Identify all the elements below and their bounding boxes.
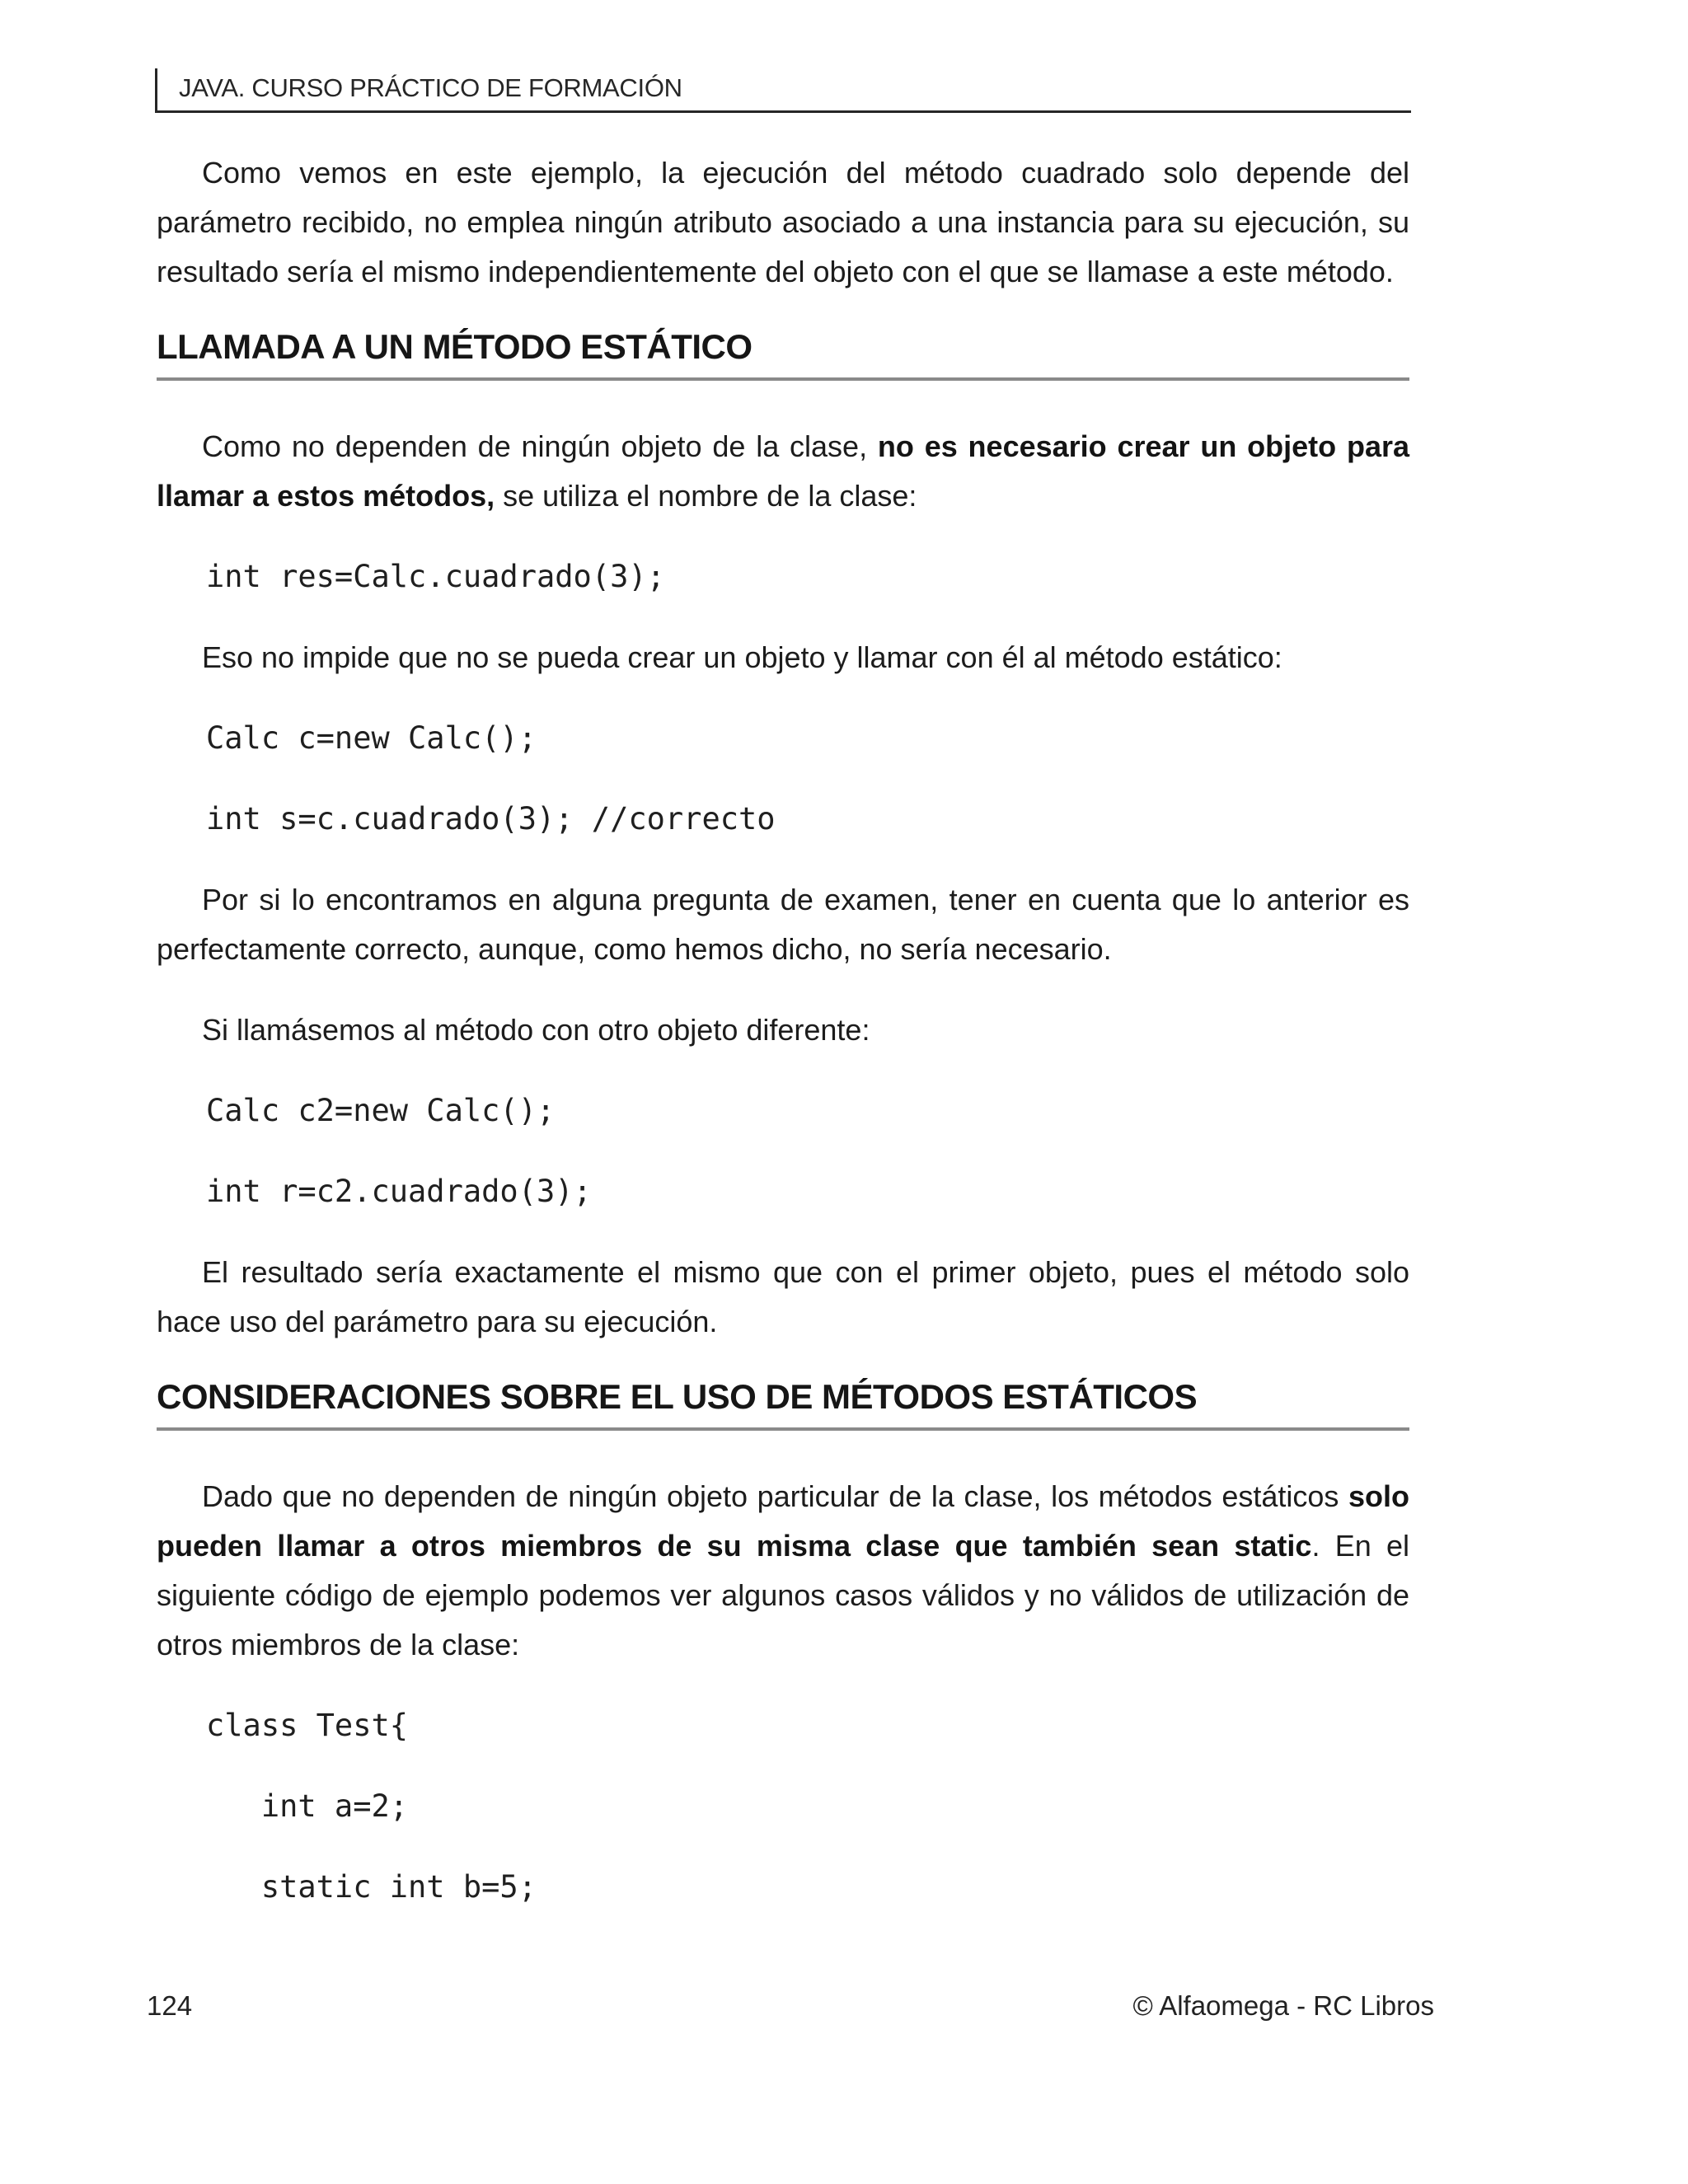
paragraph-eso-no-impide: Eso no impide que no se pueda crear un objeto y llamar con él al método estático: [202,640,1282,674]
code-line-class-test: class Test{ [206,1708,409,1743]
page-number: 124 [147,1990,193,2021]
paragraph-si-llamasemos: Si llamásemos al método con otro objeto diferente: [202,1013,870,1047]
running-header-title: JAVA. CURSO PRÁCTICO DE FORMACIÓN [179,73,682,102]
copyright-notice: © Alfaomega - RC Libros [1132,1990,1434,2021]
section-heading-consideraciones-metodos-estaticos: CONSIDERACIONES SOBRE EL USO DE MÉTODOS ESTÁTICOS [157,1375,1409,1431]
page-footer [147,1988,1434,2024]
code-line-res-calc-cuadrado: int res=Calc.cuadrado(3); [206,559,665,594]
code-line-calc-c-new: Calc c=new Calc(); [206,720,537,756]
code-line-static-int-b: static int b=5; [206,1869,537,1905]
text-run: Dado que no dependen de ningún objeto particular de la clase, los métodos estáticos [202,1479,1348,1513]
bold-run: no es necesario crear un objeto para llamar a estos métodos, [157,429,1409,513]
section-heading-llamada-metodo-estatico: LLAMADA A UN MÉTODO ESTÁTICO [157,325,1409,381]
text-run: Como no dependen de ningún objeto de la clase, [202,429,878,463]
running-header [155,68,1411,113]
page-content [157,148,1409,1912]
paragraph-el-resultado: El resultado sería exactamente el mismo que con el primer objeto, pues el método solo hace uso del parámetro para su ejecución. [157,1255,1409,1338]
code-line-r-c2-cuadrado: int r=c2.cuadrado(3); [206,1174,592,1209]
code-line-s-cuadrado-correcto: int s=c.cuadrado(3); //correcto [206,801,776,837]
text-run: se utiliza el nombre de la clase: [495,479,917,513]
paragraph-dado-que [157,1472,1409,1670]
paragraph-llamada [157,422,1409,521]
code-line-calc-c2-new: Calc c2=new Calc(); [206,1093,556,1128]
bold-run: solo pueden llamar a otros miembros de su misma clase que también sean static [157,1479,1409,1563]
code-line-int-a: int a=2; [206,1788,409,1824]
text-run: . En el siguiente código de ejemplo podemos ver algunos casos válidos y no válidos de utilización de otros miembros de la clase: [157,1529,1410,1661]
intro-paragraph: Como vemos en este ejemplo, la ejecución del método cuadrado solo depende del parámetro recibido, no emplea ningún atributo asociado a una instancia para su ejecución, su resultado sería el mismo independientemente del objeto con el que se llamase a este método. [157,156,1409,288]
paragraph-pregunta-examen: Por si lo encontramos en alguna pregunta de examen, tener en cuenta que lo anterior es perfectamente correcto, aunque, como hemos dicho, no sería necesario. [157,883,1409,966]
